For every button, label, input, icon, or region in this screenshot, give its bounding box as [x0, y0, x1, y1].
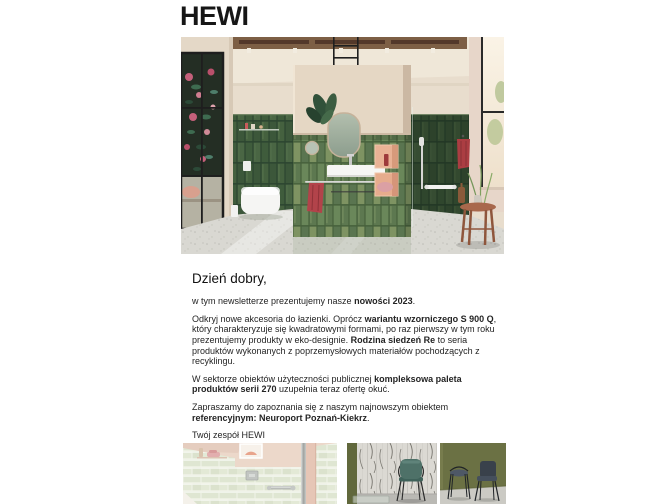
flush-plate [246, 471, 258, 480]
teaser2-illustration [347, 443, 506, 504]
hewi-logo[interactable]: HEWI [180, 1, 249, 31]
series-270-paragraph [192, 374, 499, 395]
hero-illustration [181, 37, 504, 254]
text-segment: . [412, 296, 416, 307]
shower-rail [301, 443, 306, 504]
text-segment: to seria produktów wykonanych z poprzemysłowych materiałów pochodzących z recyklingu. [192, 334, 480, 367]
bold-nowosci-2023: nowości 2023 [354, 296, 413, 307]
intro-paragraph [192, 296, 499, 307]
teaser-image-s900q-bathroom[interactable] [183, 443, 337, 504]
teaser1-illustration [183, 443, 337, 504]
reference-paragraph [192, 402, 499, 423]
email-body [182, 0, 506, 504]
text-segment: . [367, 412, 370, 423]
teaser-row [183, 443, 506, 504]
panel-olive-chairs [440, 443, 506, 504]
bold-rodzina-re: Rodzina siedzeń Re [350, 334, 436, 345]
bold-seria-270: kompleksowa paleta produktów serii 270 [192, 373, 462, 395]
bold-s900q: wariantu wzorniczego S 900 Q [364, 313, 494, 324]
hero-right-window [469, 37, 504, 212]
text-segment: W sektorze obiektów użyteczności publicznej [192, 373, 375, 384]
bold-neuroport: referencyjnym: Neuroport Poznań-Kiekrz [192, 412, 368, 423]
text-segment: w tym newsletterze prezentujemy nasze [192, 296, 355, 307]
text-segment: , który charakteryzuje się kwadratowymi formami, po raz pierwszy w tym roku prezentujemy produkty w eko-designie. [192, 313, 497, 345]
products-paragraph [192, 314, 499, 367]
panel-birch-wallpaper [347, 443, 437, 504]
teaser-image-re-seating[interactable] [347, 443, 506, 504]
email-text [192, 272, 499, 441]
framed-art [240, 444, 262, 458]
hero-image-bathroom[interactable] [181, 37, 504, 254]
text-segment: Odkryj nowe akcesoria do łazienki. Oprócz [192, 313, 365, 324]
text-segment: Zapraszamy do zapoznania się z naszym najnowszym obiektem [192, 401, 449, 412]
text-segment: uzupełnia teraz ofertę okuć. [276, 384, 390, 395]
greeting: Dzień dobry, [192, 271, 267, 286]
signoff: Twój zespół HEWI [192, 430, 266, 441]
